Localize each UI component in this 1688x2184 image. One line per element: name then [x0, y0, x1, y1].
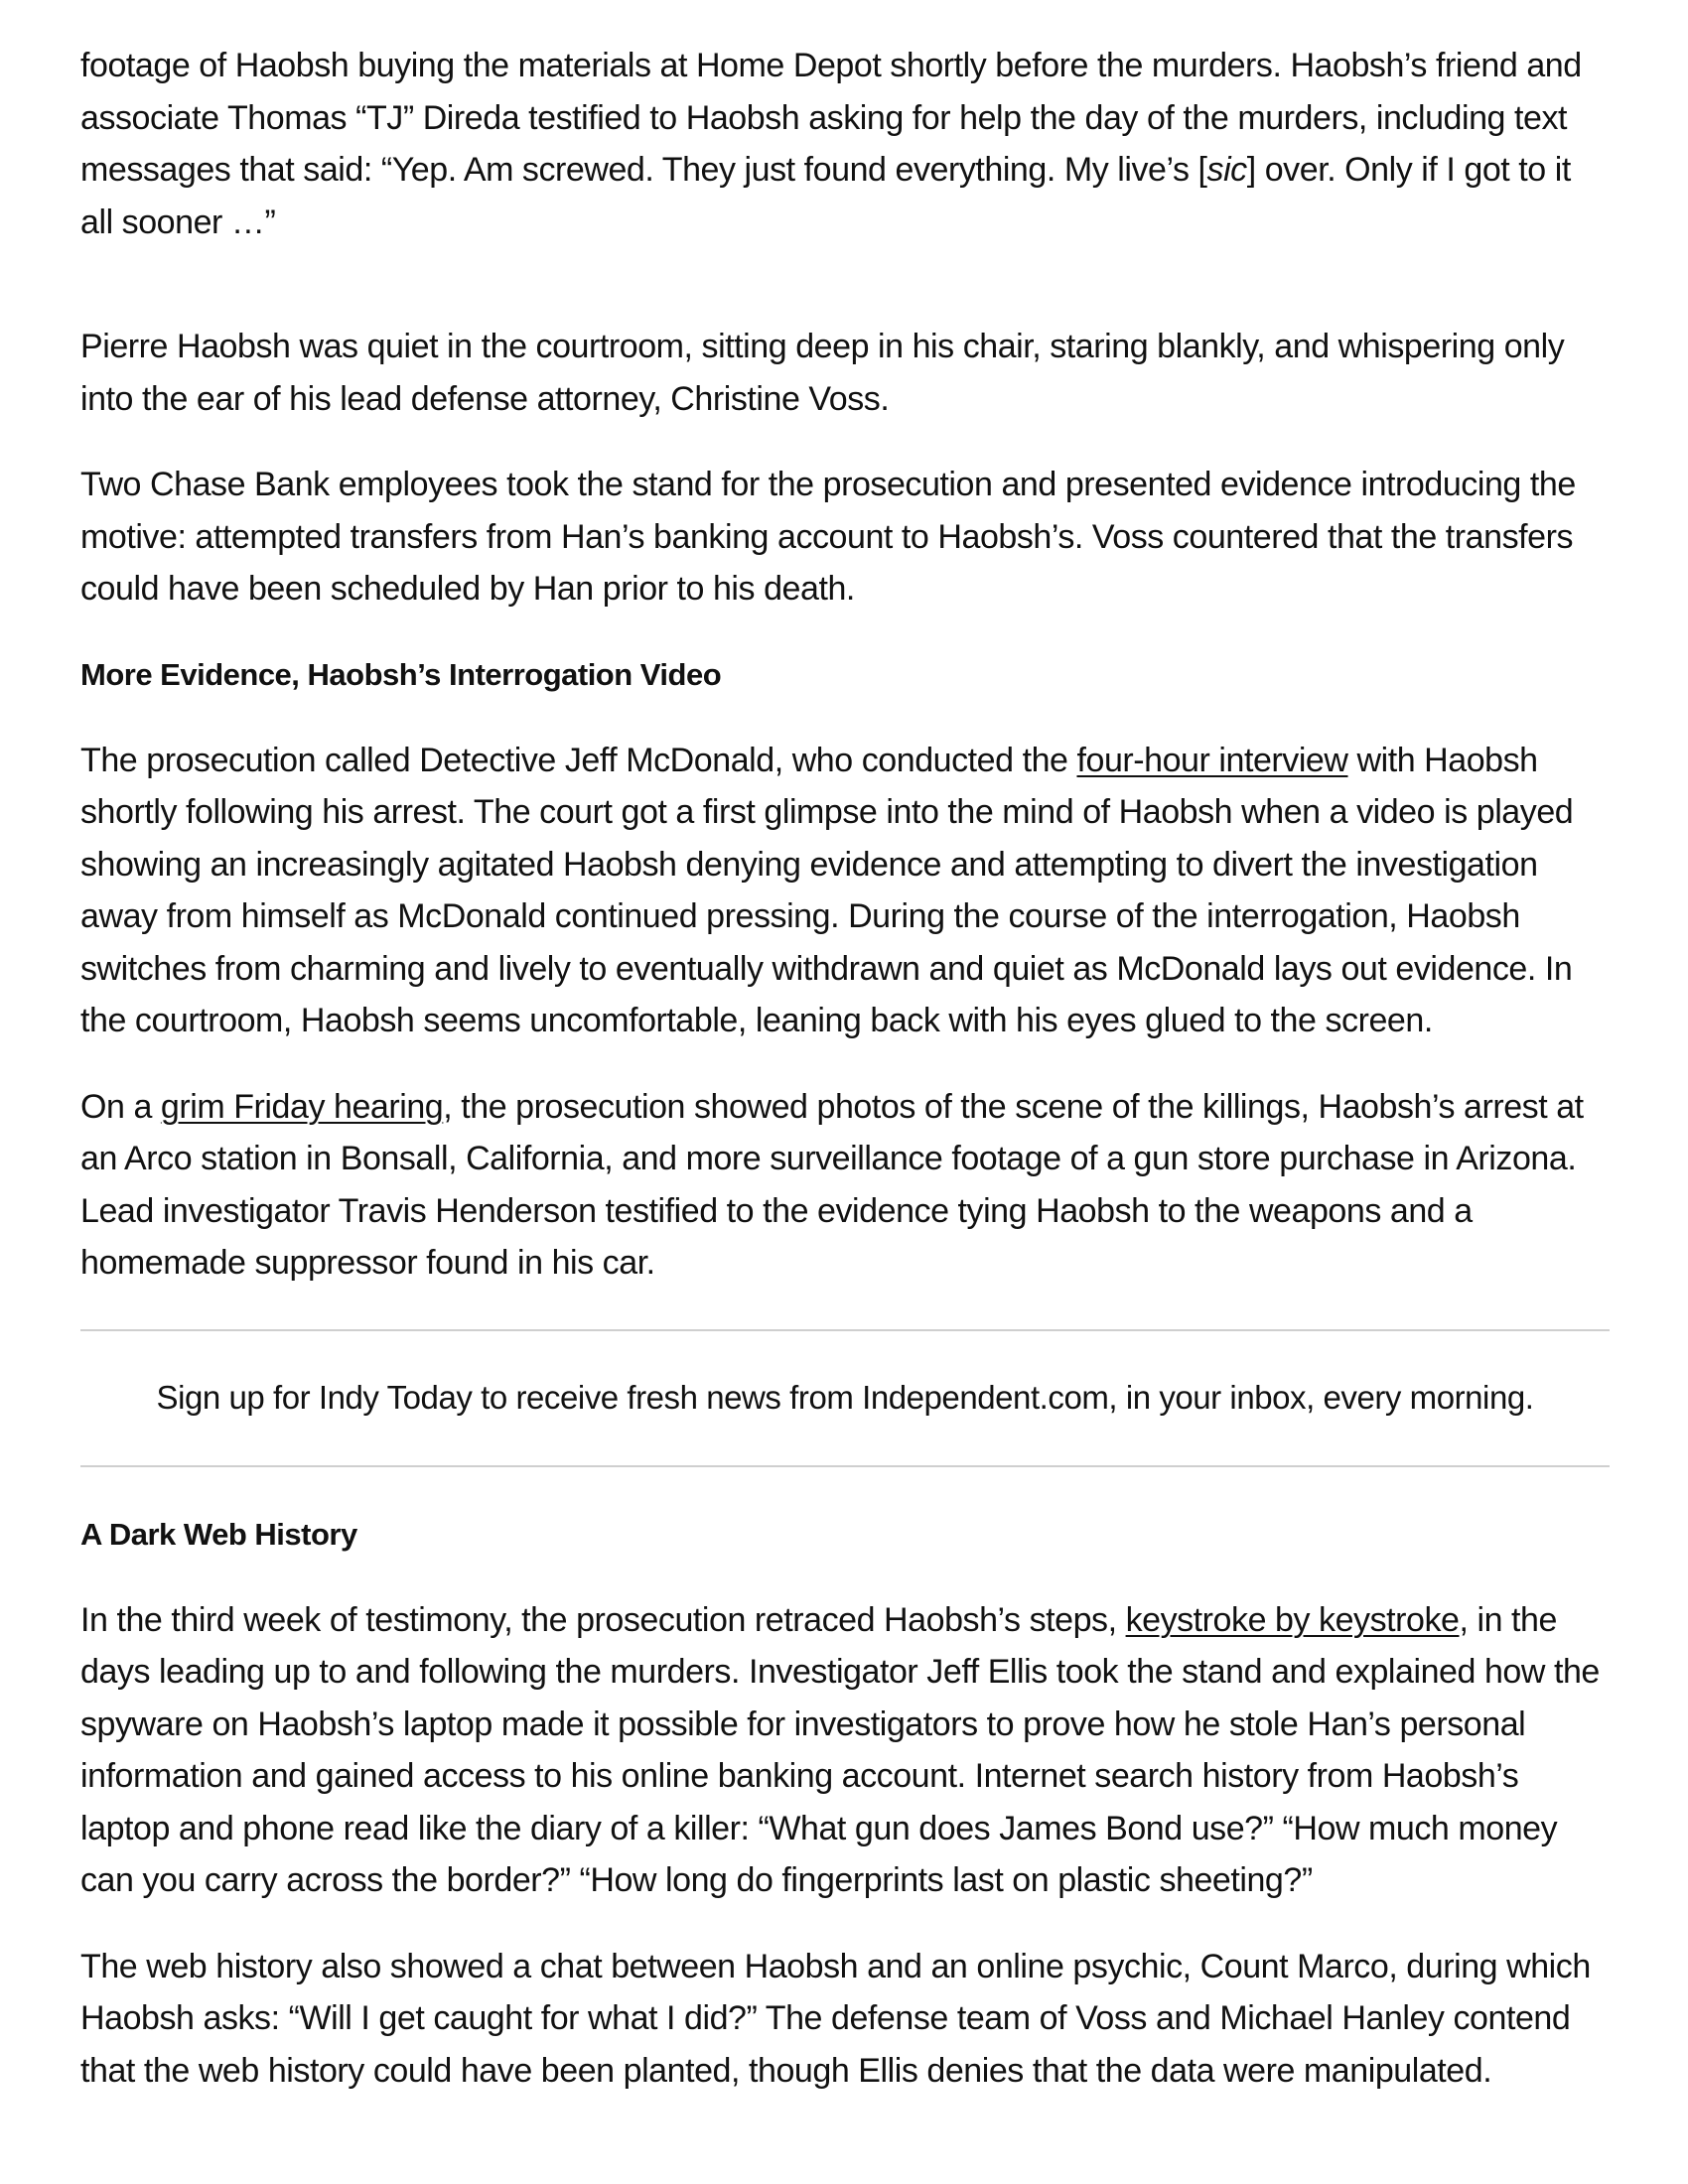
paragraph-text: , in the days leading up to and following the murders. Investigator Jeff Ellis took the stand and explained how the spyware on Haobsh’s laptop made it possible for investigators to prove how he stole Han’s personal information and gained access to his online banking account. Internet search history from Haobsh’s laptop and phone read like the diary of a killer: “What gun does James Bond use?” “How much money can you carry across the border?” “How long do fingerprints last on plastic sheeting?” [80, 1600, 1600, 1899]
article-body [80, 40, 1610, 2097]
paragraph-text: The prosecution called Detective Jeff McDonald, who conducted the [80, 741, 1077, 779]
sic-italic: sic [1206, 151, 1247, 189]
paragraph-text: On a [80, 1087, 161, 1126]
paragraph-text: footage of Haobsh buying the materials at Home Depot shortly before the murders. Haobsh’s friend and associate Thomas “TJ” Direda testified to Haobsh asking for help the day of the murders, including text messages that said: “Yep. Am screwed. They just found everything. My live’s [ [80, 47, 1582, 189]
paragraph-footage [80, 40, 1610, 248]
section-heading-dark-web: A Dark Web History [80, 1516, 357, 1552]
section-heading-interrogation: More Evidence, Haobsh’s Interrogation Video [80, 656, 722, 692]
paragraph-text: with Haobsh shortly following his arrest. The court got a first glimpse into the mind of Haobsh when a video is played showing an increasingly agitated Haobsh denying evidence and attempting to divert the investigation away from himself as McDonald continued pressing. During the course of the interrogation, Haobsh switches from charming and lively to eventually withdrawn and quiet as McDonald lays out evidence. In the courtroom, Haobsh seems uncomfortable, leaning back with his eyes glued to the screen. [80, 741, 1574, 1039]
newsletter-signup-text[interactable]: Sign up for Indy Today to receive fresh news from Independent.com, in your inbox, every morning. [156, 1378, 1534, 1416]
paragraph-web-history: The web history also showed a chat between Haobsh and an online psychic, Count Marco, during which Haobsh asks: “Will I get caught for what I did?” The defense team of Voss and Michael Hanley contend that the web history could have been planted, though Ellis denies that the data were manipulated. [80, 1947, 1591, 2090]
paragraph-bank-employees: Two Chase Bank employees took the stand for the prosecution and presented evidence introducing the motive: attempted transfers from Han’s banking account to Haobsh’s. Voss countered that the transfers could have been scheduled by Han prior to his death. [80, 466, 1576, 608]
grim-friday-hearing-link[interactable]: grim Friday hearing [160, 1087, 444, 1126]
paragraph-text: ] over. Only if I got to it all sooner …” [80, 151, 1571, 241]
paragraph-text: In the third week of testimony, the prosecution retraced Haobsh’s steps, [80, 1600, 1126, 1639]
four-hour-interview-link[interactable]: four-hour interview [1076, 741, 1348, 779]
paragraph-text: , the prosecution showed photos of the scene of the killings, Haobsh’s arrest at an Arco station in Bonsall, California, and more surveillance footage of a gun store purchase in Arizona. Lead investigator Travis Henderson testified to the evidence tying Haobsh to the weapons and a homemade suppressor found in his car. [80, 1087, 1584, 1282]
paragraph-courtroom: Pierre Haobsh was quiet in the courtroom, sitting deep in his chair, staring blankly, and whispering only into the ear of his lead defense attorney, Christine Voss. [80, 328, 1565, 418]
paragraph-interview [80, 735, 1610, 1047]
paragraph-friday-hearing [80, 1081, 1610, 1290]
keystroke-by-keystroke-link[interactable]: keystroke by keystroke [1125, 1600, 1460, 1639]
paragraph-third-week [80, 1594, 1610, 1907]
newsletter-signup-banner[interactable] [80, 1329, 1610, 1467]
